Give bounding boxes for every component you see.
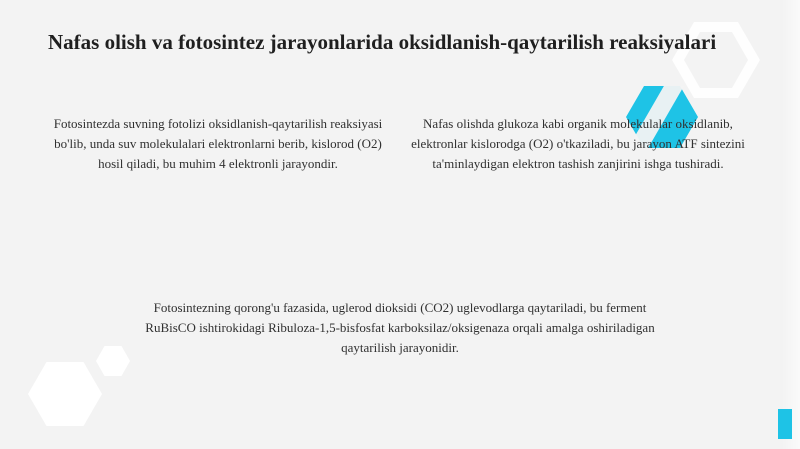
paragraph-photolysis: Fotosintezda suvning fotolizi oksidlanish-qaytarilish reaksiyasi bo'lib, unda suv molekulalari elektronlarni berib, kislorod (O2) hosil qiladi, bu muhim 4 elektronli jarayondir. [53, 116, 383, 171]
decorative-right-strip [782, 0, 800, 449]
slide-title: Nafas olish va fotosintez jarayonlarida oksidlanish-qaytarilish reaksiyalari [48, 30, 717, 54]
paragraph-respiration: Nafas olishda glukoza kabi organik molekulalar oksidlanib, elektronlar kislorodga (O2) o'tkaziladi, bu jarayon ATF sintezini ta'minlaydigan elektron tashish zanjirini ishga tushiradi. [411, 116, 745, 171]
decorative-hexagon-small [96, 346, 130, 376]
paragraph-dark-phase: Fotosintezning qorong'u fazasida, uglerod dioksidi (CO2) uglevodlarga qaytariladi, bu ferment RuBisCO ishtirokidagi Ribuloza-1,5-bisfosfat karboksilaz/oksigenaza orqali amalga oshiriladigan qaytarilish jarayonidir. [145, 300, 655, 355]
decorative-hexagon-large [28, 362, 102, 426]
decorative-accent-bar [778, 409, 792, 439]
